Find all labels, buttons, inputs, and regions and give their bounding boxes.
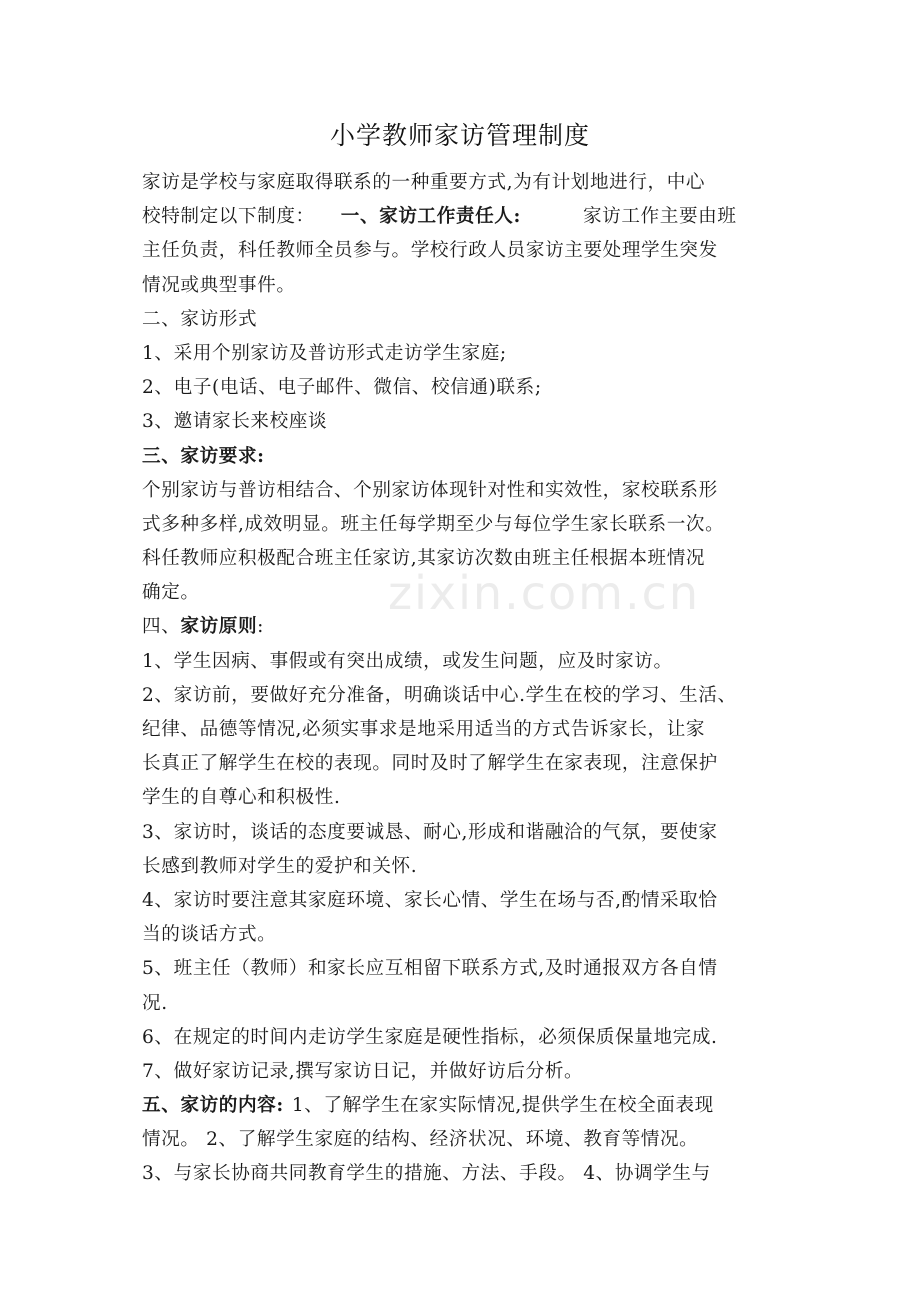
section-4-line: 3、家访时，谈话的态度要诚恳、耐心,形成和谐融洽的气氛，要使家 — [142, 821, 718, 843]
section-4-line: 学生的自尊心和积极性. — [142, 787, 341, 809]
section-1-text: 家访工作主要由班 — [582, 206, 737, 228]
intro-line-3: 主任负责，科任教师全员参与。学校行政人员家访主要处理学生突发 — [142, 240, 718, 262]
section-3-line: 式多种多样,成效明显。班主任每学期至少与每位学生家长联系一次。 — [142, 513, 725, 535]
section-4-line: 2、家访前，要做好充分准备，明确谈话中心.学生在校的学习、生活、 — [142, 684, 737, 706]
section-1-heading: 一、家访工作责任人: — [340, 206, 521, 228]
section-4-line: 1、学生因病、事假或有突出成绩，或发生问题，应及时家访。 — [142, 650, 673, 672]
section-5-line-1 — [142, 1089, 782, 1123]
section-5-line-2: 情况。 2、了解学生家庭的结构、经济状况、环境、教育等情况。 — [142, 1129, 699, 1151]
watermark: zixin.com.cn — [388, 566, 701, 620]
section-4-line: 7、做好家访记录,撰写家访日记，并做好访后分析。 — [142, 1060, 584, 1082]
section-5-line-3: 3、与家长协商共同教育学生的措施、方法、手段。 4、协调学生与 — [142, 1163, 711, 1185]
section-4-line: 6、在规定的时间内走访学生家庭是硬性指标，必须保质保量地完成. — [142, 1026, 718, 1048]
document-body — [142, 166, 782, 1192]
section-4-heading-text: 家访原则 — [180, 616, 258, 638]
section-2-item: 2、电子(电话、电子邮件、微信、校信通)联系; — [142, 377, 542, 399]
section-4-heading-num: 四、 — [142, 616, 181, 638]
section-4-heading — [142, 610, 782, 644]
section-2-heading: 二、家访形式 — [142, 308, 258, 330]
section-4-line: 5、班主任（教师）和家长应互相留下联系方式,及时通报双方各自情 — [142, 958, 718, 980]
section-4-line: 纪律、品德等情况,必须实事求是地采用适当的方式告诉家长，让家 — [142, 719, 706, 740]
page-title: 小学教师家访管理制度 — [329, 121, 590, 150]
section-2-item: 3、邀请家长来校座谈 — [142, 411, 328, 433]
section-3-line: 科任教师应积极配合班主任家访,其家访次数由班主任根据本班情况 — [142, 548, 706, 570]
section-5-heading: 五、家访的内容: — [142, 1095, 284, 1117]
section-3-line: 个别家访与普访相结合、个别家访体现针对性和实效性，家校联系形 — [142, 479, 718, 501]
intro-line-2-lead: 校特制定以下制度： — [142, 206, 315, 228]
section-4-line: 当的谈话方式。 — [142, 924, 277, 946]
section-4-line: 况. — [142, 992, 168, 1014]
section-4-line: 4、家访时要注意其家庭环境、家长心情、学生在场与否,酌情采取恰 — [142, 889, 718, 911]
section-5-text: 1、了解学生在家实际情况,提供学生在校全面表现 — [291, 1095, 714, 1117]
section-4-line: 长真正了解学生在校的表现。同时及时了解学生在家表现，注意保护 — [142, 753, 718, 775]
intro-line-1: 家访是学校与家庭取得联系的一种重要方式,为有计划地进行，中心 — [142, 172, 706, 193]
section-3-heading: 三、家访要求: — [142, 445, 265, 467]
intro-line-4: 情况或典型事件。 — [142, 274, 296, 296]
section-3-line: 确定。 — [142, 582, 200, 604]
intro-line-2 — [142, 200, 782, 234]
section-2-item: 1、采用个别家访及普访形式走访学生家庭; — [142, 342, 507, 364]
section-4-heading-colon: : — [257, 616, 265, 638]
section-4-line: 长感到教师对学生的爱护和关怀. — [142, 855, 418, 877]
